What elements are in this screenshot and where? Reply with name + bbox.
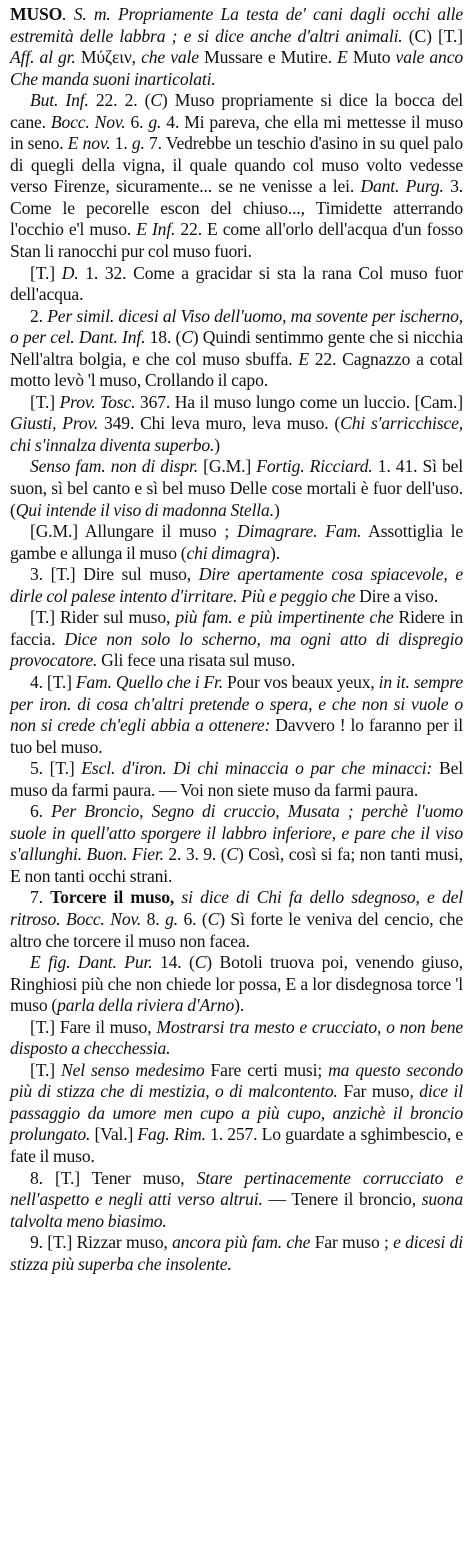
entry-paragraph — [10, 1060, 463, 1168]
text-run: But. Inf. — [30, 90, 89, 111]
text-run: E Inf. — [136, 219, 176, 240]
text-run: — Tenere il broncio, — [262, 1189, 422, 1210]
text-run: [T.] — [30, 262, 62, 283]
text-run: Dice non solo lo scherno, ma ogni atto di dispregio provocatore. — [10, 628, 464, 671]
text-run: Fare certi musi; — [204, 1059, 329, 1080]
text-run: Giusti, Prov. — [10, 413, 99, 434]
entry-paragraph — [10, 521, 463, 564]
text-run: 1. 41. Sì bel suon, sì bel canto e sì bel muso Delle cose mortali è fuor dell'uso. ( — [10, 456, 464, 520]
text-run: Dant. Purg. — [360, 176, 444, 197]
text-run: 1. — [110, 133, 132, 154]
text-run: E — [298, 348, 309, 369]
text-run: 7. Vedrebbe un teschio d'asino in su quel palo di quegli della vigna, il quale quando col muso volto vedesse verso Firenze, sicuramente... se ne venisse a lei. — [10, 133, 463, 197]
text-run: . S. m. — [62, 4, 118, 24]
text-run: g. — [131, 133, 145, 154]
text-run: in it. sempre per iron. di cosa ch'altri pretende o spera, e che non si vuole o non si crede ch'egli abbia a ottenere: — [10, 671, 463, 736]
entry-paragraph — [10, 1017, 463, 1060]
text-run: Che manda suoni inarticolati. — [10, 68, 216, 89]
text-run: [T.] — [30, 391, 60, 412]
text-run: Fag. Rim. — [137, 1124, 206, 1145]
text-run: E nov. — [67, 133, 111, 154]
text-run: Far muso ; — [310, 1232, 394, 1253]
text-run: Dire a viso. — [355, 585, 439, 606]
entry-paragraph — [10, 887, 463, 952]
text-run: Fortig. Ricciard. — [256, 456, 373, 477]
text-run: ) Così, così si fa; non tanti musi, E non tanti occhi strani. — [10, 844, 463, 886]
text-run: Torcere il muso, — [50, 887, 175, 908]
text-run: più fam. e più impertinente che — [175, 607, 394, 628]
text-run: E — [337, 47, 348, 68]
text-run: 9. [T.] Rizzar muso, — [30, 1232, 173, 1253]
text-run: 6. ( — [177, 908, 208, 929]
entry-paragraph — [10, 4, 463, 90]
text-run: ). — [269, 542, 280, 563]
entry-paragraph — [10, 1168, 463, 1233]
entry-paragraph — [10, 456, 463, 521]
text-run: 7. — [30, 887, 51, 908]
text-run: 4. Mi pareva, che ella mi mettesse il muso in seno. — [10, 111, 463, 154]
text-run: 2. — [30, 305, 48, 326]
text-run: Qui intende il viso di madonna Stella. — [15, 499, 274, 520]
text-run: ). — [234, 995, 245, 1016]
entry-paragraph — [10, 90, 463, 262]
text-run: 3. Come le pecorelle escon del chiuso..., Timidette atterrando l'occhio e'l muso. — [10, 176, 463, 240]
text-run: 4. [T.] — [30, 671, 76, 692]
text-run: Dire apertamente cosa spiacevole, e dirle col palese intento d'irritare. Più e peggio che — [10, 564, 463, 606]
text-run: Bocc. Nov. — [50, 111, 126, 132]
entry-paragraph — [10, 263, 463, 306]
entry-paragraph — [10, 564, 463, 607]
text-run: dice il passaggio da umore men cupo a più cupo, anzichè il broncio prolungato. — [10, 1081, 464, 1145]
text-run: Nel senso medesimo — [60, 1059, 205, 1080]
text-run: 2. 3. 9. ( — [163, 844, 227, 865]
text-run: che vale — [141, 47, 199, 68]
entry-paragraph — [10, 306, 463, 392]
text-run: ancora più fam. che — [172, 1232, 311, 1253]
text-run: C — [181, 327, 193, 348]
text-run: Chi s'arricchisce, chi s'innalza diventa superbo. — [10, 413, 464, 455]
text-run: (C) [T.] — [402, 25, 463, 46]
text-run: [G.M.] Allungare il muso ; — [30, 521, 237, 542]
text-run: 22. Cagnazzo a cotal motto levò 'l muso, Crollando il capo. — [10, 348, 464, 391]
text-run: Assottiglia le gambe e allunga il muso ( — [10, 521, 464, 563]
text-run: ) Botoli truova poi, venendo giuso, Ringhiosi più che non chiede lor possa, E a lor disdegnosa torce 'l muso ( — [10, 952, 463, 1016]
text-run: ) Sì forte le veniva del cencio, che altro che torcere il muso non facea. — [10, 908, 463, 951]
text-run: C — [150, 90, 162, 111]
text-run: Far muso, — [337, 1081, 420, 1102]
text-run: parla della riviera d'Arno — [57, 995, 235, 1016]
text-run: Per Broncio, Segno di cruccio, Musata ; perchè l'uomo suole in quell'atto sporgere il labbro inferiore, e pare che il viso s'allunghi. Buon. Fier. — [10, 801, 463, 865]
text-run: 22. 2. ( — [88, 90, 151, 111]
text-run: 367. Ha il muso lungo come un luccio. [Cam.] — [135, 391, 463, 412]
text-run: C — [194, 952, 207, 973]
text-run: Gli fece una risata sul muso. — [97, 650, 296, 671]
text-run: 1. 32. Come a gracidar si sta la rana Col muso fuor dell'acqua. — [10, 262, 463, 305]
text-run: e dicesi di stizza più superba che insolente. — [10, 1232, 463, 1274]
text-run: suona talvolta meno biasimo. — [10, 1189, 463, 1231]
text-run: Aff. al gr. — [10, 47, 76, 68]
entry-paragraph — [10, 952, 463, 1017]
text-run: Bel muso da farmi paura. — Voi non siete muso da farmi paura. — [10, 758, 463, 800]
entry-paragraph — [10, 758, 463, 801]
entry-paragraph — [10, 607, 463, 672]
text-run: [G.M.] — [198, 456, 257, 477]
text-run: Fam. Quello che i Fr. — [75, 671, 224, 692]
text-run: C — [226, 844, 238, 865]
text-run: chi dimagra — [186, 542, 270, 563]
text-run: 14. ( — [152, 952, 195, 973]
text-run: 5. [T.] — [30, 758, 82, 779]
text-run: E fig. Dant. Pur. — [30, 952, 153, 973]
text-run: Propriamente La testa de' cani dagli occhi alle estremità delle labbra ; e si dice anche d'altri animali. — [10, 4, 463, 46]
text-run: Pour vos beaux yeux, — [223, 671, 379, 692]
text-run: 8. [T.] Tener muso, — [30, 1167, 197, 1188]
text-run: Davvero ! lo faranno per il tuo bel muso. — [10, 715, 463, 757]
text-run: [Val.] — [90, 1124, 138, 1145]
text-run: ma questo secondo più di stizza che di mestizia, o di malcontento. — [10, 1059, 464, 1102]
text-run: 6. — [30, 801, 52, 822]
text-run: g. — [165, 908, 178, 929]
text-run: Prov. Tosc. — [59, 391, 136, 412]
text-run: ) Quindi sentimmo gente che si nicchia Nell'altra bolgia, e che col muso sbuffa. — [10, 327, 463, 369]
text-run: Mostrarsi tra mesto e crucciato, o non bene disposto a checchessia. — [10, 1016, 464, 1059]
text-run: g. — [148, 111, 162, 132]
text-run: [T.] Fare il muso, — [30, 1016, 157, 1037]
text-run: ) — [214, 434, 221, 455]
entry-paragraph — [10, 1232, 463, 1275]
text-run: 18. ( — [145, 327, 182, 348]
text-run: 8. — [141, 908, 166, 929]
headword: MUSO — [10, 4, 63, 24]
text-run: Senso fam. non di dispr. — [30, 456, 199, 477]
text-run: Muto — [347, 47, 396, 68]
text-run: Ridere in faccia. — [10, 607, 463, 649]
text-run: 22. E come all'orlo dell'acqua d'un fosso Stan li ranocchi pur col muso fuori. — [10, 219, 463, 262]
entry-paragraph — [10, 392, 463, 457]
text-run: Per simil. dicesi al Viso dell'uomo, ma sovente per ischerno, o per cel. Dant. Inf. — [10, 305, 463, 348]
text-run: 1. 257. Lo guardate a sghimbescio, e fate il muso. — [10, 1124, 463, 1166]
text-run: si dice di Chi fa dello sdegnoso, e del ritroso. Bocc. Nov. — [10, 887, 463, 929]
entry-paragraph — [10, 801, 463, 887]
text-run: 3. [T.] Dire sul muso, — [30, 564, 199, 585]
text-run: Mussare e Mutire. — [198, 47, 338, 68]
text-run: D. — [61, 262, 79, 283]
text-run: [T.] Rider sul muso, — [30, 607, 176, 628]
text-run: [T.] — [30, 1059, 61, 1080]
text-run: vale anco — [395, 47, 463, 68]
text-run: Escl. d'iron. Di chi minaccia o par che minacci: — [81, 758, 433, 779]
entry-paragraph — [10, 672, 463, 758]
text-run: C — [207, 908, 220, 929]
text-run: ) Muso propriamente si dice la bocca del cane. — [10, 90, 463, 132]
text-run: 6. — [125, 111, 149, 132]
text-run: 349. Chi leva muro, leva muso. ( — [98, 413, 341, 434]
text-run: Dimagrare. Fam. — [236, 521, 362, 542]
text-run: Stare pertinacemente corrucciato e nell'aspetto e negli atti verso altrui. — [10, 1167, 463, 1210]
text-run: Μύζειν, — [75, 47, 142, 68]
text-run: ) — [273, 499, 280, 520]
